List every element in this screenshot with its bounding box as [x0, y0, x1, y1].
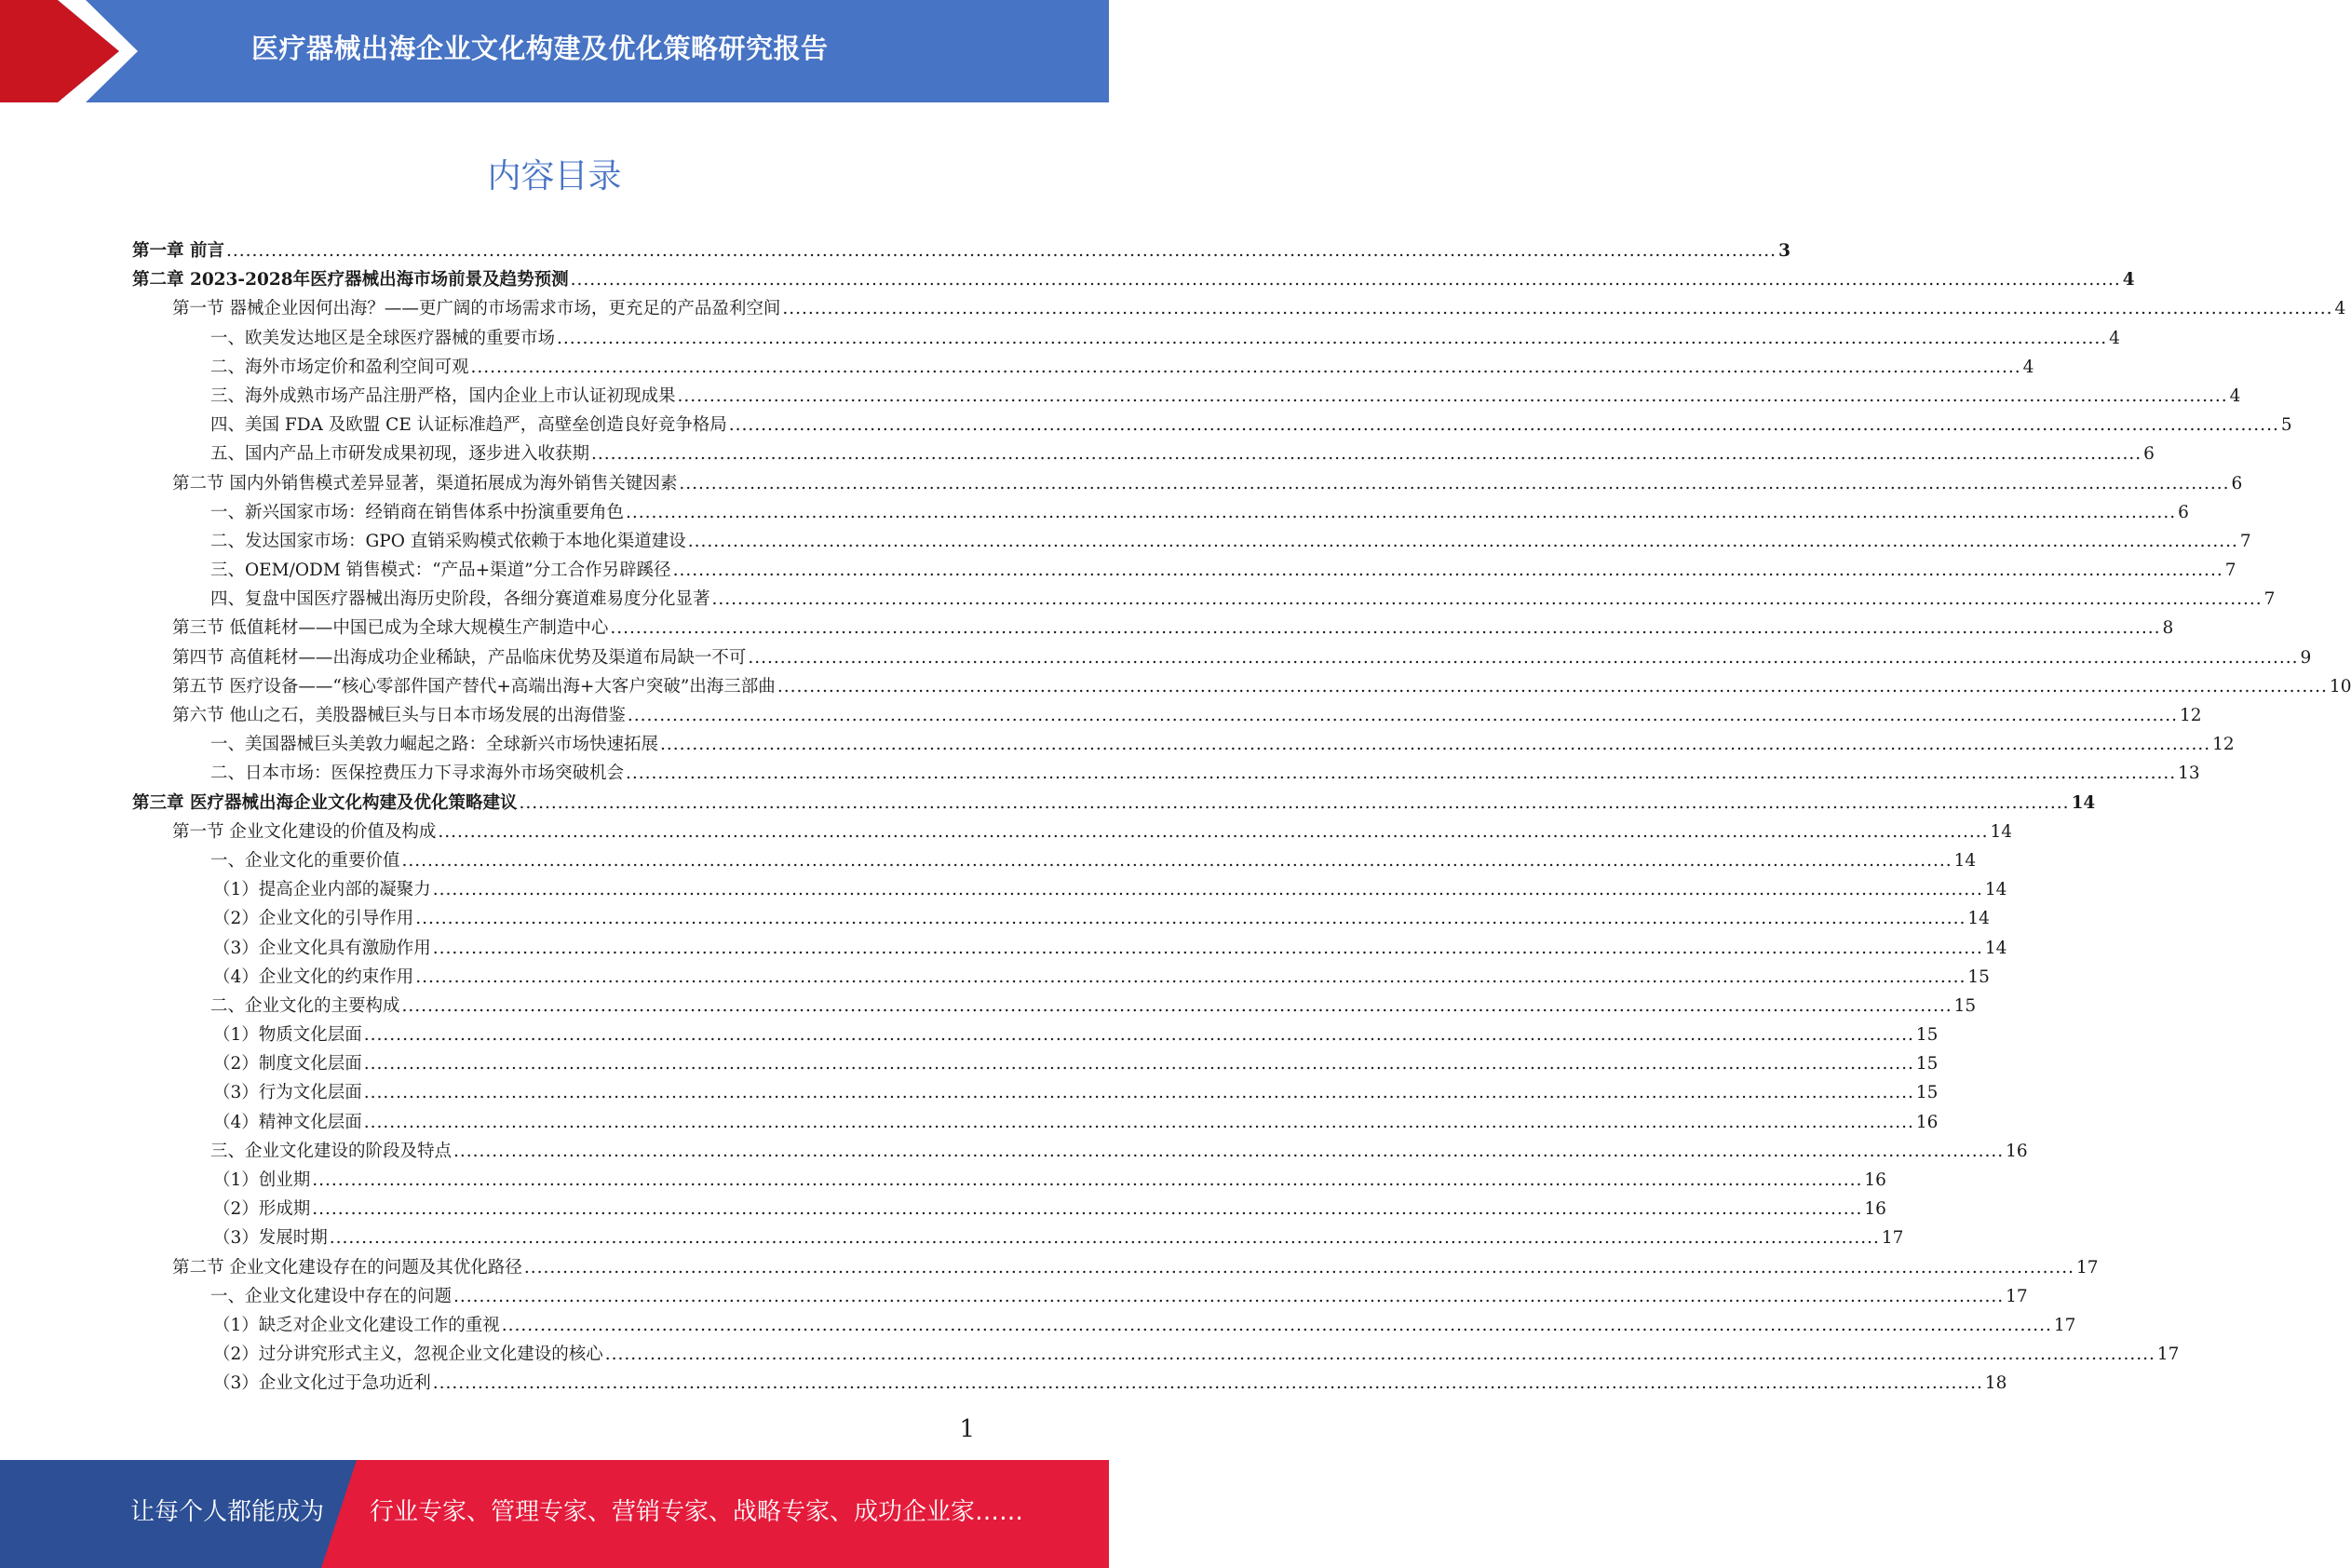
toc-entry-page: 5 [2280, 415, 2292, 436]
toc-dot-leader [312, 1166, 1862, 1195]
toc-entry-title: （4）精神文化层面 [213, 1112, 362, 1132]
toc-entry-page: 15 [1967, 966, 1990, 987]
toc-entry-page: 15 [1915, 1054, 1939, 1075]
toc-dot-leader [402, 846, 1952, 875]
toc-entry-page: 15 [1953, 995, 1977, 1016]
page-number: 1 [959, 1415, 975, 1443]
toc-entry[interactable] [132, 1021, 1939, 1049]
toc-entry-page: 17 [1881, 1228, 1904, 1249]
toc-entry-title: （1）物质文化层面 [213, 1025, 362, 1046]
toc-entry[interactable] [132, 556, 2236, 585]
toc-dot-leader [415, 963, 1966, 992]
toc-entry[interactable] [132, 643, 2312, 672]
toc-dot-leader [524, 1253, 2074, 1282]
toc-dot-leader [330, 1223, 1880, 1252]
toc-entry[interactable] [132, 439, 2155, 468]
toc-entry-title: 二、企业文化的主要构成 [210, 995, 400, 1016]
toc-entry-page: 14 [1984, 880, 2007, 900]
toc-entry-page: 17 [2076, 1257, 2099, 1277]
toc-entry[interactable] [132, 353, 2034, 382]
toc-entry-title: 第一章 前言 [132, 241, 224, 261]
toc-entry-page: 4 [2022, 357, 2034, 377]
toc-entry-title: （3）行为文化层面 [213, 1083, 362, 1103]
toc-entry[interactable] [132, 1049, 1939, 1078]
toc-entry-title: 第四节 高值耗材——出海成功企业稀缺，产品临床优势及渠道布局缺一不可 [172, 647, 747, 668]
toc-entry-page: 10 [2329, 676, 2351, 696]
toc-entry-page: 17 [2156, 1345, 2180, 1365]
toc-entry-title: （3）发展时期 [213, 1228, 328, 1249]
toc-entry[interactable] [132, 1282, 2028, 1311]
toc-entry-title: 三、企业文化建设的阶段及特点 [210, 1141, 453, 1161]
toc-entry-title: （1）创业期 [213, 1170, 311, 1190]
toc-dot-leader [678, 382, 2228, 411]
toc-entry[interactable] [132, 1223, 1904, 1252]
toc-dot-leader [402, 992, 1952, 1021]
toc-entry-page: 14 [1990, 821, 2013, 842]
toc-dot-leader [610, 614, 2160, 642]
toc-entry-page: 7 [2224, 561, 2236, 581]
toc-entry-page: 4 [2109, 328, 2120, 348]
toc-dot-leader [673, 556, 2223, 585]
toc-dot-leader [433, 934, 1983, 963]
toc-entry[interactable] [132, 324, 2120, 353]
toc-entry-title: （3）企业文化过于急功近利 [213, 1373, 431, 1394]
toc-entry[interactable] [132, 1108, 1939, 1137]
report-title: 医疗器械出海企业文化构建及优化策略研究报告 [251, 33, 829, 64]
toc-dot-leader [605, 1340, 2155, 1369]
toc-entry-page: 7 [2239, 531, 2251, 551]
toc-entry[interactable] [132, 963, 1990, 992]
toc-entry-page: 12 [2212, 735, 2235, 755]
toc-entry-title: （2）形成期 [213, 1199, 311, 1220]
toc-entry[interactable] [132, 789, 2096, 818]
toc-entry-page: 3 [1778, 241, 1790, 261]
toc-entry-page: 4 [2334, 299, 2346, 319]
toc-entry[interactable] [132, 265, 2135, 294]
toc-entry[interactable] [132, 1253, 2099, 1282]
toc-entry-title: 第三章 医疗器械出海企业文化构建及优化策略建议 [132, 792, 518, 813]
toc-entry-title: （1）提高企业内部的凝聚力 [213, 880, 431, 900]
toc-dot-leader [364, 1108, 1914, 1137]
toc-dot-leader [571, 265, 2121, 294]
toc-entry-title: 第一节 企业文化建设的价值及构成 [172, 821, 437, 842]
toc-entry-page: 16 [1864, 1170, 1886, 1190]
toc-dot-leader [433, 875, 1983, 904]
toc-entry-title: （2）过分讲究形式主义，忽视企业文化建设的核心 [213, 1345, 603, 1365]
toc-entry[interactable] [132, 818, 2013, 846]
toc-entry-title: 三、海外成熟市场产品注册严格，国内企业上市认证初现成果 [210, 385, 676, 406]
toc-entry-page: 17 [2006, 1286, 2028, 1306]
toc-entry[interactable] [132, 294, 2346, 323]
toc-entry-title: 一、企业文化的重要价值 [210, 850, 400, 871]
toc-entry[interactable] [132, 759, 2200, 788]
toc-entry-page: 4 [2122, 270, 2135, 291]
toc-dot-leader [453, 1282, 2004, 1311]
toc-entry-page: 8 [2162, 618, 2174, 639]
toc-entry[interactable] [132, 1195, 1886, 1223]
toc-dot-leader [438, 818, 1988, 846]
toc-entry[interactable] [132, 1078, 1939, 1107]
toc-entry[interactable] [132, 672, 2351, 701]
toc-dot-leader [626, 759, 2176, 788]
toc-entry-page: 18 [1984, 1373, 2007, 1394]
toc-entry-page: 6 [2231, 473, 2243, 493]
toc-entry[interactable] [132, 730, 2235, 759]
toc-dot-leader [415, 904, 1966, 933]
toc-dot-leader [519, 789, 2069, 818]
toc-entry[interactable] [132, 846, 1977, 875]
toc-entry-page: 12 [2180, 706, 2202, 725]
toc-entry[interactable] [132, 237, 1790, 265]
toc-entry-page: 9 [2300, 647, 2312, 668]
toc-entry[interactable] [132, 498, 2189, 527]
footer-banner [0, 1460, 1109, 1568]
toc-entry-page: 7 [2263, 589, 2276, 610]
toc-entry[interactable] [132, 1311, 2076, 1340]
toc-dot-leader [502, 1311, 2052, 1340]
toc-entry-title: 一、美国器械巨头美敦力崛起之路：全球新兴市场快速拓展 [210, 735, 659, 755]
toc-dot-leader [660, 730, 2210, 759]
toc-heading: 内容目录 [487, 157, 622, 196]
toc-entry-title: （2）制度文化层面 [213, 1054, 362, 1075]
toc-entry-title: （4）企业文化的约束作用 [213, 966, 414, 987]
toc-dot-leader [471, 353, 2021, 382]
toc-entry[interactable] [132, 934, 2007, 963]
toc-entry[interactable] [132, 992, 1977, 1021]
toc-entry-page: 6 [2178, 502, 2189, 522]
toc-entry-title: 二、海外市场定价和盈利空间可观 [210, 357, 469, 377]
toc-entry-page: 17 [2053, 1315, 2076, 1335]
toc-entry-page: 16 [2006, 1141, 2028, 1161]
toc-entry[interactable] [132, 585, 2276, 614]
toc-entry-page: 14 [1953, 850, 1977, 871]
toc-dot-leader [628, 701, 2178, 730]
toc-dot-leader [729, 411, 2279, 439]
toc-entry-title: 四、美国 FDA 及欧盟 CE 认证标准趋严，高壁垒创造良好竞争格局 [210, 415, 727, 436]
toc-entry-title: 一、企业文化建设中存在的问题 [210, 1286, 453, 1306]
toc-entry[interactable] [132, 701, 2202, 730]
footer-slogan-right: 行业专家、管理专家、营销专家、战略专家、成功企业家…… [370, 1498, 1024, 1526]
toc-entry[interactable] [132, 1137, 2028, 1166]
toc-entry-title: 四、复盘中国医疗器械出海历史阶段，各细分赛道难易度分化显著 [210, 589, 710, 610]
toc-dot-leader [679, 469, 2229, 498]
report-header [0, 0, 1109, 102]
toc-dot-leader [688, 527, 2238, 556]
footer-slogan-left: 让每个人都能成为 [130, 1498, 325, 1526]
toc-dot-leader [557, 324, 2107, 353]
toc-entry-title: 第五节 医疗设备——“核心零部件国产替代+高端出海+大客户突破”出海三部曲 [172, 676, 776, 696]
toc-entry-page: 6 [2143, 444, 2155, 465]
toc-entry-title: 二、日本市场：医保控费压力下寻求海外市场突破机会 [210, 764, 625, 784]
toc-entry-title: 一、新兴国家市场：经销商在销售体系中扮演重要角色 [210, 502, 625, 522]
toc-entry[interactable] [132, 875, 2007, 904]
toc-entry-page: 14 [1967, 909, 1990, 929]
toc-dot-leader [777, 672, 2328, 701]
toc-dot-leader [712, 585, 2263, 614]
toc-dot-leader [226, 237, 1777, 265]
toc-entry-page: 15 [1915, 1083, 1939, 1103]
toc-entry-title: 一、欧美发达地区是全球医疗器械的重要市场 [210, 328, 556, 348]
toc-dot-leader [748, 643, 2298, 672]
toc-entry-page: 16 [1915, 1112, 1939, 1132]
toc-dot-leader [364, 1049, 1914, 1078]
toc-dot-leader [782, 294, 2332, 323]
toc-entry-title: 第二章 2023-2028年医疗器械出海市场前景及趋势预测 [132, 270, 569, 291]
toc-entry-title: （2）企业文化的引导作用 [213, 909, 414, 929]
toc-entry-title: （1）缺乏对企业文化建设工作的重视 [213, 1315, 500, 1335]
toc-entry[interactable] [132, 1340, 2180, 1369]
toc-entry-title: 三、OEM/ODM 销售模式：“产品+渠道”分工合作另辟蹊径 [210, 561, 671, 581]
toc-entry-page: 16 [1864, 1199, 1886, 1220]
toc-entry[interactable] [132, 411, 2292, 439]
toc-entry-title: 第六节 他山之石，美股器械巨头与日本市场发展的出海借鉴 [172, 706, 626, 725]
toc-entry[interactable] [132, 1166, 1886, 1195]
toc-dot-leader [626, 498, 2176, 527]
toc-entry[interactable] [132, 469, 2243, 498]
toc-dot-leader [364, 1021, 1914, 1049]
toc-entry[interactable] [132, 904, 1990, 933]
toc-entry-page: 4 [2229, 385, 2241, 406]
toc-entry-title: 第一节 器械企业因何出海？——更广阔的市场需求市场，更充足的产品盈利空间 [172, 299, 781, 319]
toc-entry-title: （3）企业文化具有激励作用 [213, 938, 431, 958]
toc-entry[interactable] [132, 1369, 2007, 1398]
toc-dot-leader [591, 439, 2142, 468]
toc-entry-title: 第二节 企业文化建设存在的问题及其优化路径 [172, 1257, 522, 1277]
toc-dot-leader [453, 1137, 2004, 1166]
toc-dot-leader [433, 1369, 1983, 1398]
toc-dot-leader [312, 1195, 1862, 1223]
toc-entry-page: 15 [1915, 1025, 1939, 1046]
toc-entry-title: 二、发达国家市场：GPO 直销采购模式依赖于本地化渠道建设 [210, 531, 686, 551]
toc-entry-title: 五、国内产品上市研发成果初现，逐步进入收获期 [210, 444, 590, 465]
toc-entry[interactable] [132, 527, 2251, 556]
toc-entry-page: 14 [1984, 938, 2007, 958]
toc-entry[interactable] [132, 614, 2174, 642]
table-of-contents [132, 237, 2351, 1399]
toc-entry-page: 13 [2178, 764, 2200, 784]
toc-entry-page: 14 [2071, 792, 2096, 813]
toc-entry[interactable] [132, 382, 2241, 411]
toc-entry-title: 第二节 国内外销售模式差异显著，渠道拓展成为海外销售关键因素 [172, 473, 678, 493]
toc-dot-leader [364, 1078, 1914, 1107]
toc-entry-title: 第三节 低值耗材——中国已成为全球大规模生产制造中心 [172, 618, 609, 639]
